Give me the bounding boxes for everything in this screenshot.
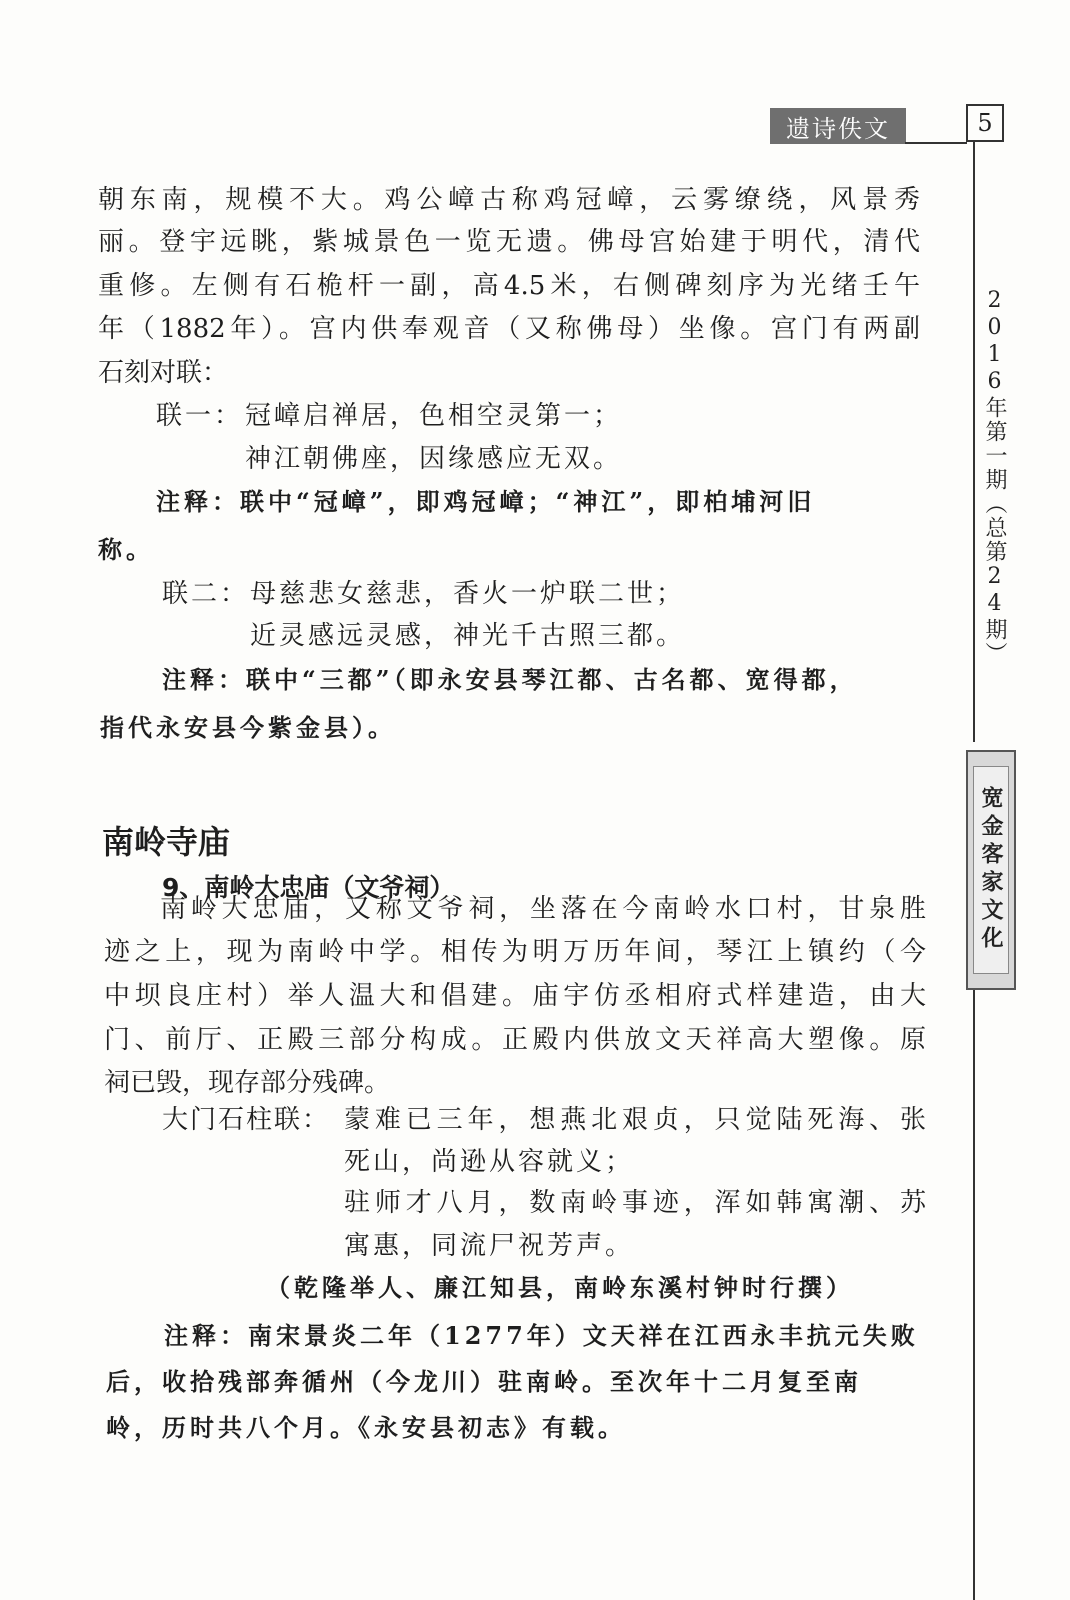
paragraph-line: 祠已毁，现存部分残碑。 xyxy=(104,1068,391,1098)
section-title: 遗诗佚文 xyxy=(770,108,906,144)
annotation: 指代永安县今紫金县）。 xyxy=(100,713,396,742)
couplet-label: 联二： xyxy=(162,579,250,609)
annotation: 注释：联中“三都”（即永安县琴江都、古名都、宽得都， xyxy=(162,665,858,694)
subsection-heading: 9、南岭大忠庙（文爷祠） xyxy=(162,873,455,902)
paragraph-line: 中坝良庄村）举人温大和倡建。庙宇仿丞相府式样建造，由大 xyxy=(104,981,926,1011)
annotation: 称。 xyxy=(98,535,154,564)
emblem-calligraphy: 宽金客家文化 xyxy=(973,766,1009,974)
annotation: 岭，历时共八个月。《永安县初志》有载。 xyxy=(106,1413,626,1442)
couplet-label: 联一： xyxy=(156,401,244,431)
couplet-line: 冠嶂启禅居，色相空灵第一； xyxy=(245,401,623,431)
annotation: 后，收拾残部奔循州（今龙川）驻南岭。至次年十二月复至南 xyxy=(106,1367,862,1396)
paragraph-line: 迹之上，现为南岭中学。相传为明万历年间，琴江上镇约（今 xyxy=(104,937,926,967)
annotation: 注释：联中“冠嶂”，即鸡冠嶂；“神江”，即柏埔河旧 xyxy=(156,487,816,516)
paragraph-line: 年（1882年）。宫内供奉观音（又称佛母）坐像。宫门有两副 xyxy=(98,314,920,344)
couplet-line: 蒙难已三年，想燕北艰贞，只觉陆死海、张 xyxy=(344,1105,926,1135)
paragraph-line: 重修。左侧有石桅杆一副，高4.5米，右侧碑刻序为光绪壬午 xyxy=(98,271,920,301)
paragraph-line: 南岭大忠庙，又称文爷祠，坐落在今南岭水口村，甘泉胜 xyxy=(160,894,926,924)
header-rule xyxy=(905,142,967,144)
paragraph-line: 石刻对联： xyxy=(98,358,229,388)
couplet-line: 近灵感远灵感，神光千古照三都。 xyxy=(250,621,686,651)
paragraph-line: 门、前厅、正殿三部分构成。正殿内供放文天祥高大塑像。原 xyxy=(104,1025,926,1055)
journal-emblem xyxy=(966,750,1016,990)
issue-label: 2016年第一期（总第24期） xyxy=(982,288,1007,666)
paragraph-line: 丽。登宇远眺，紫城景色一览无遗。佛母宫始建于明代，清代 xyxy=(98,227,920,257)
couplet-line: 死山，尚逊从容就义； xyxy=(344,1147,635,1177)
paragraph-line: 朝东南，规模不大。鸡公嶂古称鸡冠嶂，云雾缭绕，风景秀 xyxy=(98,185,920,215)
annotation: 注释：南宋景炎二年（1277年）文天祥在江西永丰抗元失败 xyxy=(164,1321,919,1350)
couplet-line: 驻师才八月，数南岭事迹，浑如韩寓潮、苏 xyxy=(344,1188,926,1218)
vertical-rule xyxy=(973,990,975,1600)
page-number: 5 xyxy=(966,104,1004,142)
couplet-line: 寓惠，同流尸祝芳声。 xyxy=(344,1231,635,1261)
couplet-line: 母慈悲女慈悲，香火一炉联二世； xyxy=(250,579,686,609)
couplet-label: 大门石柱联： xyxy=(162,1105,331,1135)
attribution: （乾隆举人、廉江知县，南岭东溪村钟时行撰） xyxy=(266,1273,854,1302)
couplet-line: 神江朝佛座，因缘感应无双。 xyxy=(245,444,623,474)
section-heading: 南岭寺庙 xyxy=(102,823,231,861)
